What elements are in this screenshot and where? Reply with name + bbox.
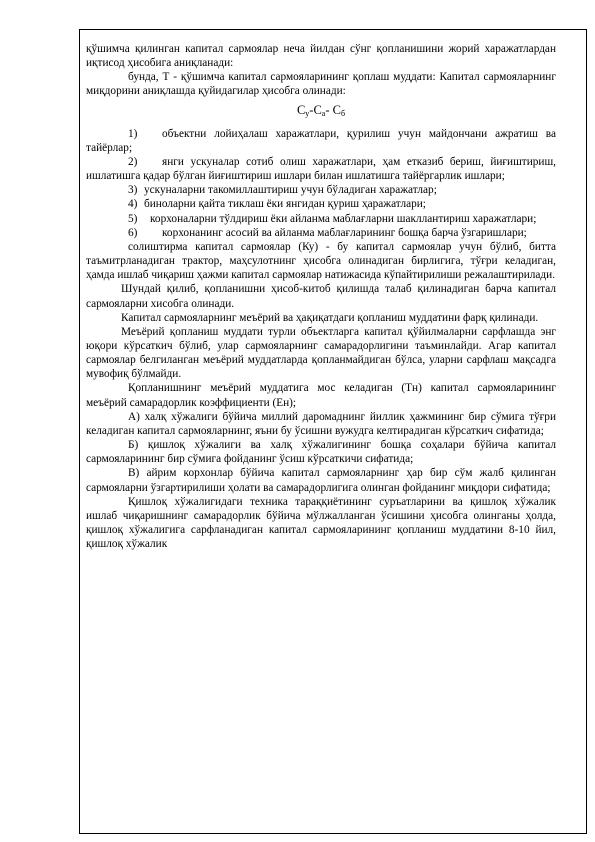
list-number: 6) <box>128 226 138 239</box>
list-item <box>86 127 556 155</box>
paragraph: Капитал сармояларнинг меъёрий ва ҳақиқатдаги қопланиш муддатини фарқ қилинади. <box>121 311 539 324</box>
paragraph: Б) қишлоқ хўжалиги ва халқ хўжалигининг бошқа соҳалари бўйича капитал сармояларининг бир сўмига фойданинг ўсиш кўрсаткичи сифатида; <box>86 439 556 466</box>
formula-term: - С <box>325 102 341 117</box>
list-text: биноларни қайта тиклаш ёки янгидан қуриш ҳаражатлари; <box>144 198 426 211</box>
list-number: 1) <box>128 127 138 140</box>
formula-term: -С <box>309 102 322 117</box>
list-item <box>86 226 556 240</box>
paragraph: қўшимча қилинган капитал сармоялар неча йилдан сўнг қопланишини жорий харажатлардан иқтисод ҳисобига аниқланади: <box>86 43 556 70</box>
formula-subscript: у <box>305 108 310 118</box>
paragraph: А) халқ хўжалиги бўйича миллий даромаднинг йиллик ҳажмининг бир сўмига тўғри келадиган капитал сармояларнинг, яъни бу ўсишни вужудга келтирадиган кўрсаткич сифатида; <box>86 410 556 437</box>
paragraph: В) айрим корхонлар бўйича капитал сармояларнинг ҳар бир сўм жалб қилинган сармояларни ўзгартирилиши ҳолати ва самарадорлигига олинган фойданинг миқдори сифатида; <box>86 467 556 494</box>
formula-term: С <box>296 102 306 117</box>
paragraph: Қопланишнинг меъёрий муддатига мос келадиган (Тн) капитал сармояларининг меъёрий самарадорлик коэффициенти (Ен); <box>86 382 556 409</box>
paragraph: Қишлоқ хўжалигидаги техника тараққиётининг суръатларини ва қишлоқ хўжалик ишлаб чиқаришнинг самарадорлик бўйича мўлжалланган ўсишини ҳисобга олинганы ҳолда, қишлоқ хўжалигига сарфланадиган капитал сармояларининг қопланиш муддатини 8-10 йил, қишлоқ хўжалик <box>86 495 556 551</box>
paragraph: Меъёрий қопланиш муддати турли объектларга капитал қўйилмаларни сарфлашда энг юқори кўрсаткич бўлиб, улар сармояларнинг самарадорлигини таъминлайди. Агар капитал сармоялар белгиланган меъёрий муддатларда қопланмайдиган бўлса, уларни сарфлаш мақсадга мувофиқ бўлмайди. <box>86 325 556 381</box>
list-number: 3) <box>128 184 138 197</box>
list-item <box>86 183 556 197</box>
document-body <box>86 42 556 551</box>
list-number: 5) <box>128 212 138 225</box>
paragraph: Шундай қилиб, қопланишни ҳисоб-китоб қилишда талаб қилинадиган барча капитал сармояларни хисобга олинади. <box>86 283 556 310</box>
list-text: корхонанинг асосий ва айланма маблағларининг бошқа барча ўзгаришлари; <box>162 226 527 239</box>
list-item <box>86 197 556 211</box>
paragraph: солиштирма капитал сармоялар (Ку) - бу капитал сармоялар учун бўлиб, битта таъмитрланадиган трактор, маҳсулотнинг ҳисобга олинадиган бирлигига, тўғри келадиган, ҳамда ишлаб чиқариш ҳажми капитал сармоялар натижасида кўпайтирилиши режалаштирилади. <box>86 240 556 282</box>
list-text: корхоналарни тўлдириш ёки айланма маблағларни шакллантириш харажатлари; <box>150 212 537 225</box>
list-number: 4) <box>128 198 138 211</box>
formula-subscript: а <box>321 108 326 118</box>
list-text: ускуналарни такомиллаштириш учун бўладиган харажатлар; <box>144 184 437 197</box>
list-item <box>86 212 556 226</box>
list-item <box>86 155 556 183</box>
list-number: 2) <box>128 155 138 168</box>
list-text: янги ускуналар сотиб олиш харажатлари, ҳам етказиб бериш, йиғиштириш, ишлатишга қадар бўлган йиғиштириш ишлари билан ишлатишга тайёргарлик ишлари; <box>86 155 556 183</box>
paragraph: бунда, Т - қўшимча капитал сармояларининг қоплаш муддати: Капитал сармояларнинг миқдорини аниқлашда қуйидагилар ҳисобга олинади: <box>86 71 556 98</box>
formula <box>86 103 556 121</box>
list-text: объектни лойиҳалаш харажатлари, қурилиш учун майдончани ажратиш ва тайёрлар; <box>86 127 556 154</box>
formula-subscript: б <box>340 108 346 118</box>
